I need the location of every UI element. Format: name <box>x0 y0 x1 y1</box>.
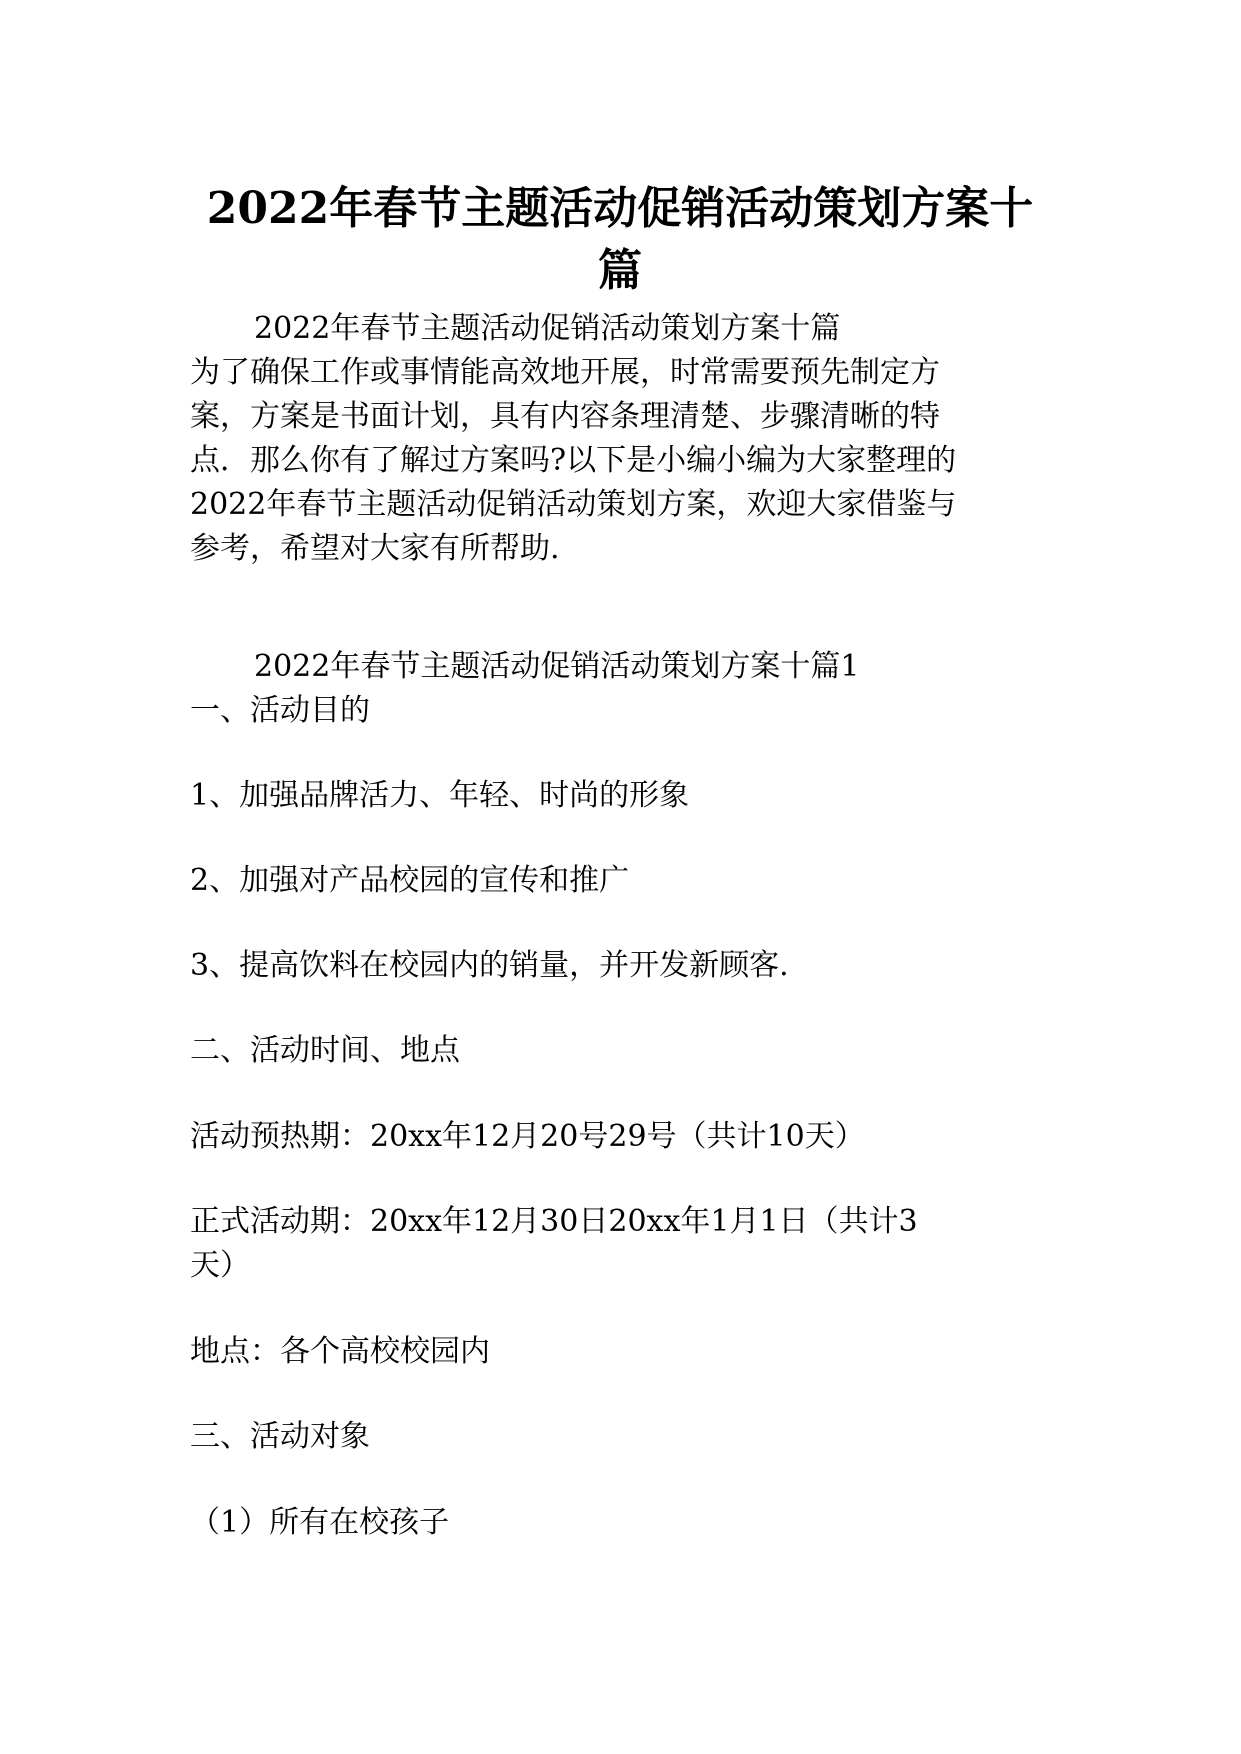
section-1-heading: 2022年春节主题活动促销活动策划方案十篇1 <box>254 649 860 684</box>
goal-item-3: 3、提高饮料在校园内的销量，并开发新顾客. <box>190 948 789 983</box>
location: 地点：各个高校校园内 <box>190 1334 490 1369</box>
intro-line: 参考，希望对大家有所帮助. <box>190 531 560 566</box>
formal-period-line-2: 天） <box>190 1248 250 1283</box>
target-item-1: （1）所有在校孩子 <box>190 1505 450 1540</box>
section-1-block <box>190 645 1050 733</box>
target-heading: 三、活动对象 <box>190 1419 370 1454</box>
intro-line: 2022年春节主题活动促销活动策划方案，欢迎大家借鉴与 <box>190 487 957 522</box>
time-location-heading: 二、活动时间、地点 <box>190 1033 460 1068</box>
formal-period <box>190 1200 1050 1288</box>
intro-paragraph <box>190 307 1050 571</box>
title-line-1: 2022年春节主题活动促销活动策划方案十 <box>206 183 1034 234</box>
preheat-period: 活动预热期：20xx年12月20号29号（共计10天） <box>190 1119 865 1154</box>
document-title <box>180 178 1060 302</box>
intro-line: 为了确保工作或事情能高效地开展，时常需要预先制定方 <box>190 355 940 390</box>
intro-line: 点．那么你有了解过方案吗?以下是小编小编为大家整理的 <box>190 443 957 478</box>
section-goal-heading: 一、活动目的 <box>190 693 370 728</box>
goal-item-1: 1、加强品牌活力、年轻、时尚的形象 <box>190 778 690 813</box>
intro-line: 案，方案是书面计划，具有内容条理清楚、步骤清晰的特 <box>190 399 940 434</box>
intro-heading: 2022年春节主题活动促销活动策划方案十篇 <box>254 311 841 346</box>
title-line-2: 篇 <box>598 245 642 296</box>
goal-item-2: 2、加强对产品校园的宣传和推广 <box>190 863 630 898</box>
formal-period-line-1: 正式活动期：20xx年12月30日20xx年1月1日（共计3 <box>190 1204 918 1239</box>
